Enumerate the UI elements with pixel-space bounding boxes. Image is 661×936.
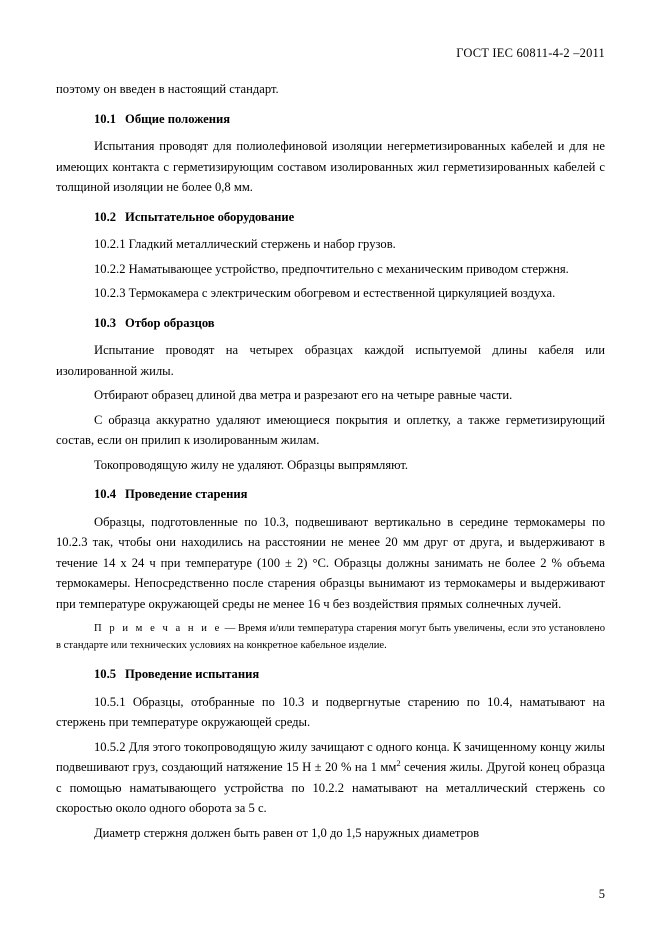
- paragraph-10-2-1: 10.2.1 Гладкий металлический стержень и набор грузов.: [94, 237, 396, 252]
- section-number-10-4: 10.4: [94, 487, 117, 502]
- section-title-10-3: Отбор образцов: [125, 315, 215, 330]
- note-10-4: [56, 621, 605, 655]
- section-number-10-1: 10.1: [94, 111, 117, 126]
- paragraph-10-3-1: Испытание проводят на четырех образцах каждой испытуемой длины кабеля или изолированной жилы.: [56, 343, 605, 378]
- note-text: — Время и/или температура старения могут быть увеличены, если это установлено в стандарте или технических условиях на конкретное кабельное изделие.: [56, 623, 606, 652]
- section-title-10-2: Испытательное оборудование: [125, 209, 295, 224]
- paragraph-10-3-3: С образца аккуратно удаляют имеющиеся покрытия и оплетку, а также герметизирующий состав, если он прилип к изолированным жилам.: [56, 412, 605, 448]
- note-label: П р и м е ч а н и е: [94, 623, 222, 635]
- intro-paragraph: поэтому он введен в настоящий стандарт.: [56, 82, 279, 96]
- paragraph-10-5-3: Диаметр стержня должен быть равен от 1,0 до 1,5 наружных диаметров: [94, 825, 480, 840]
- paragraph-10-3-2: Отбирают образец длиной два метра и разрезают его на четыре равные части.: [94, 388, 513, 403]
- superscript-square: 2: [396, 758, 401, 769]
- paragraph-10-1-1: Испытания проводят для полиолефиновой изоляции негерметизированных кабелей и для не имеющих контакта с герметизирующим составом изолированных жил герметизированных кабелей с толщиной изоляции не более 0,8 мм.: [56, 139, 605, 195]
- section-heading-10-2: [56, 207, 605, 228]
- section-number-10-2: 10.2: [94, 209, 117, 224]
- paragraph-10-5-1: 10.5.1 Образцы, отобранные по 10.3 и подвергнутые старению по 10.4, наматывают на стержень при температуре окружающей среды.: [56, 694, 605, 730]
- page-number: 5: [598, 887, 605, 901]
- paragraph-10-5-2: [56, 737, 605, 819]
- document-body: [56, 79, 605, 843]
- section-heading-10-3: [56, 313, 605, 334]
- section-heading-10-1: [56, 109, 605, 130]
- paragraph-10-2-2: 10.2.2 Наматывающее устройство, предпочтительно с механическим приводом стержня.: [94, 261, 569, 276]
- paragraph-10-5-2-part1: 10.5.2 Для этого токопроводящую жилу зачищают с одного конца. К зачищенному концу жилы подвешивают груз, создающий натяжение 15 Н ± 20 % на 1 мм: [56, 739, 605, 775]
- paragraph-10-4-1: Образцы, подготовленные по 10.3, подвешивают вертикально в середине термокамеры по 10.2.3 так, чтобы они находились на расстоянии не менее 20 мм друг от друга, и выдерживают в течение 14 х 24 ч при температуре (100 ± 2) °С. Образцы должны занимать не более 2 % объема термокамеры. Непосредственно после старения образцы вынимают из термокамеры и выдерживают при температуре окружающей среды не менее 16 ч без воздействия прямых солнечных лучей.: [56, 514, 605, 611]
- section-title-10-4: Проведение старения: [125, 487, 248, 502]
- section-number-10-5: 10.5: [94, 667, 117, 682]
- section-title-10-5: Проведение испытания: [125, 667, 260, 682]
- page-header: ГОСТ IEC 60811-4-2 –2011: [456, 46, 605, 60]
- paragraph-10-2-3: 10.2.3 Термокамера с электрическим обогревом и естественной циркуляцией воздуха.: [94, 286, 556, 301]
- paragraph-10-3-4: Токопроводящую жилу не удаляют. Образцы выпрямляют.: [94, 457, 409, 472]
- section-number-10-3: 10.3: [94, 315, 117, 330]
- section-heading-10-5: [56, 664, 605, 685]
- section-title-10-1: Общие положения: [125, 111, 231, 126]
- section-heading-10-4: [56, 484, 605, 505]
- paragraph-10-5-2-part2: сечения жилы. Другой конец образца с помощью наматывающего устройства по 10.2.2: [56, 760, 605, 795]
- paragraph-10-5-2-part3: наматывают на металлический стержень со скоростью около одного оборота за 5 с.: [56, 780, 605, 816]
